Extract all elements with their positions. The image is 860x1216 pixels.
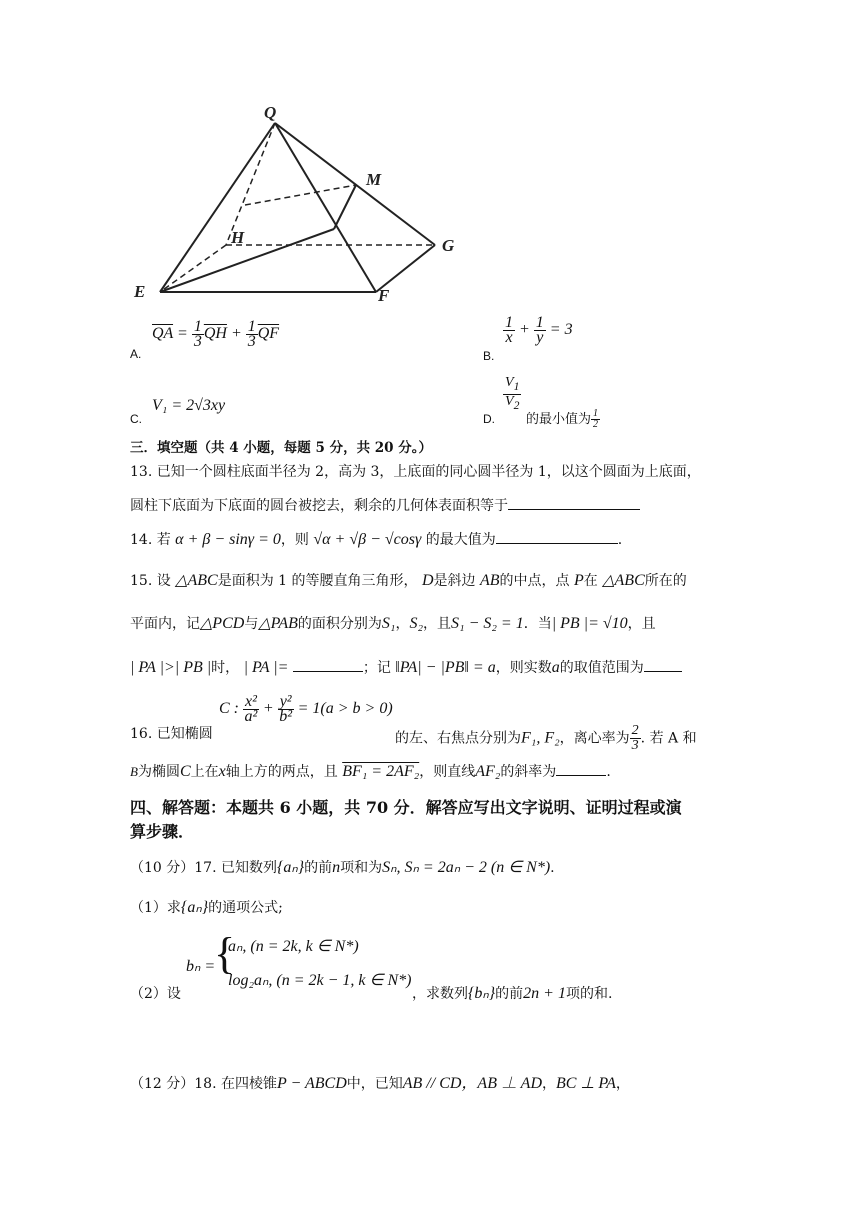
- q17-brace: {: [214, 929, 236, 978]
- option-a-label: A.: [130, 347, 142, 361]
- q15-line3: | PA |>| PB |时， | PA |= ；记 ‖PA| − |PB‖ = a，则实数a的取值范围为: [130, 658, 682, 678]
- q14-condition: α + β − sinγ = 0: [175, 531, 281, 548]
- option-a-expr: $\overline{QA}$ = $\frac{1}{3}$ $\overline{QH}$ + $\frac{1}{3}$ $\overline{QF}$: [152, 318, 280, 350]
- pyramid-diagram: [120, 95, 480, 310]
- q16-answer-blank[interactable]: [556, 775, 606, 776]
- label-h: H: [231, 228, 245, 247]
- pyramid-figure: [120, 95, 480, 310]
- section4-title-line2: 算步骤．: [130, 822, 195, 841]
- q16-line2: B为椭圆C上在x轴上方的两点，且 BF₁ = 2AF₂，则直线AF₂的斜率为 .: [130, 763, 611, 780]
- q16-line1-tail: 的左、右焦点分别为F₁, F₂，离心率为 $\frac{2}{3}$ . 若 A 和: [395, 723, 697, 753]
- q14-prefix: 14. 若: [130, 532, 171, 548]
- q17-case1: aₙ, (n = 2k, k ∈ N*): [228, 938, 359, 955]
- q17-case2: log₂aₙ, (n = 2k − 1, k ∈ N*): [228, 972, 412, 989]
- option-b-expr: $\frac{1}{x}$ + $\frac{1}{y}$ = 3: [505, 314, 573, 346]
- option-a: [130, 346, 141, 362]
- q16-ellipse: C : $\frac{\text{x²}}{\text{a²}}$ + $\frac{\text{y²}}{\text{b²}}$ = 1(a > b > 0): [219, 693, 393, 725]
- q15-line2: 平面内，记△PCD与△PAB的面积分别为S₁，S₂，且S₁ − S₂ = 1．当| PB |= √10，且: [130, 615, 656, 632]
- label-e: E: [134, 282, 146, 301]
- section4-title-line1: 四、解答题：本题共 6 小题，共 70 分．解答应写出文字说明、证明过程或演: [130, 798, 682, 817]
- option-d-text: 的最小值为 $\frac{1}{2}$: [526, 408, 599, 430]
- q14-suffix: 的最大值为: [425, 532, 496, 548]
- q17-stem: （10 分）17. 已知数列{aₙ}的前n项和为Sₙ, Sₙ = 2aₙ − 2 (n ∈ N*).: [130, 859, 555, 876]
- q13-text: 圆柱下底面为下底面的圆台被挖去，剩余的几何体表面积等于: [130, 498, 508, 514]
- q13-line1: 13. 已知一个圆柱底面半径为 2，高为 3，上底面的同心圆半径为 1，以这个圆面为上底面，: [130, 464, 701, 480]
- option-d-desc: 的最小值为: [526, 412, 592, 427]
- q18-stem: （12 分）18. 在四棱锥P − ABCD中，已知AB // CD，AB ⊥ AD，BC ⊥ PA，: [130, 1075, 630, 1092]
- option-d-label: D.: [483, 412, 495, 426]
- q14: 14. 若 α + β − sinγ = 0，则 √α + √β − √cosγ 的最大值为 .: [130, 531, 623, 548]
- q15-answer-blank-1[interactable]: [293, 671, 363, 672]
- label-f: F: [378, 286, 390, 305]
- q15-answer-blank-2[interactable]: [644, 671, 682, 672]
- label-q: Q: [264, 103, 277, 122]
- q16-prefix: 16. 已知椭圆: [130, 726, 213, 742]
- q13-line2: [130, 496, 640, 516]
- q17-part2-label: （2）设: [130, 986, 181, 1002]
- q13-answer-blank[interactable]: [508, 509, 640, 510]
- option-b-label: B.: [483, 349, 495, 363]
- option-c-label: C.: [130, 412, 142, 426]
- option-d: [483, 411, 495, 427]
- option-c: [130, 411, 142, 427]
- q14-mid: ，则: [280, 532, 309, 548]
- q15-line1: 15. 设 △ABC是面积为 1 的等腰直角三角形， D是斜边 AB的中点，点 P在 △ABC所在的: [130, 572, 687, 589]
- q17-part1: （1）求{aₙ}的通项公式;: [130, 899, 283, 916]
- q17-bn: bₙ =: [186, 958, 216, 975]
- q14-expression: √α + √β − √cosγ: [313, 531, 422, 548]
- q14-answer-blank[interactable]: [496, 543, 618, 544]
- label-g: G: [442, 236, 455, 255]
- q17-part2-tail: ，求数列{bₙ}的前2n + 1项的和.: [412, 985, 613, 1002]
- option-b: [483, 348, 494, 364]
- section3-title: 三．填空题（共 4 小题，每题 5 分，共 20 分。）: [130, 440, 433, 456]
- option-d-expr: $\frac{V_1}{V_2}$: [505, 375, 520, 412]
- option-c-expr: V₁ = 2√3xy: [152, 397, 226, 414]
- label-m: M: [366, 170, 382, 189]
